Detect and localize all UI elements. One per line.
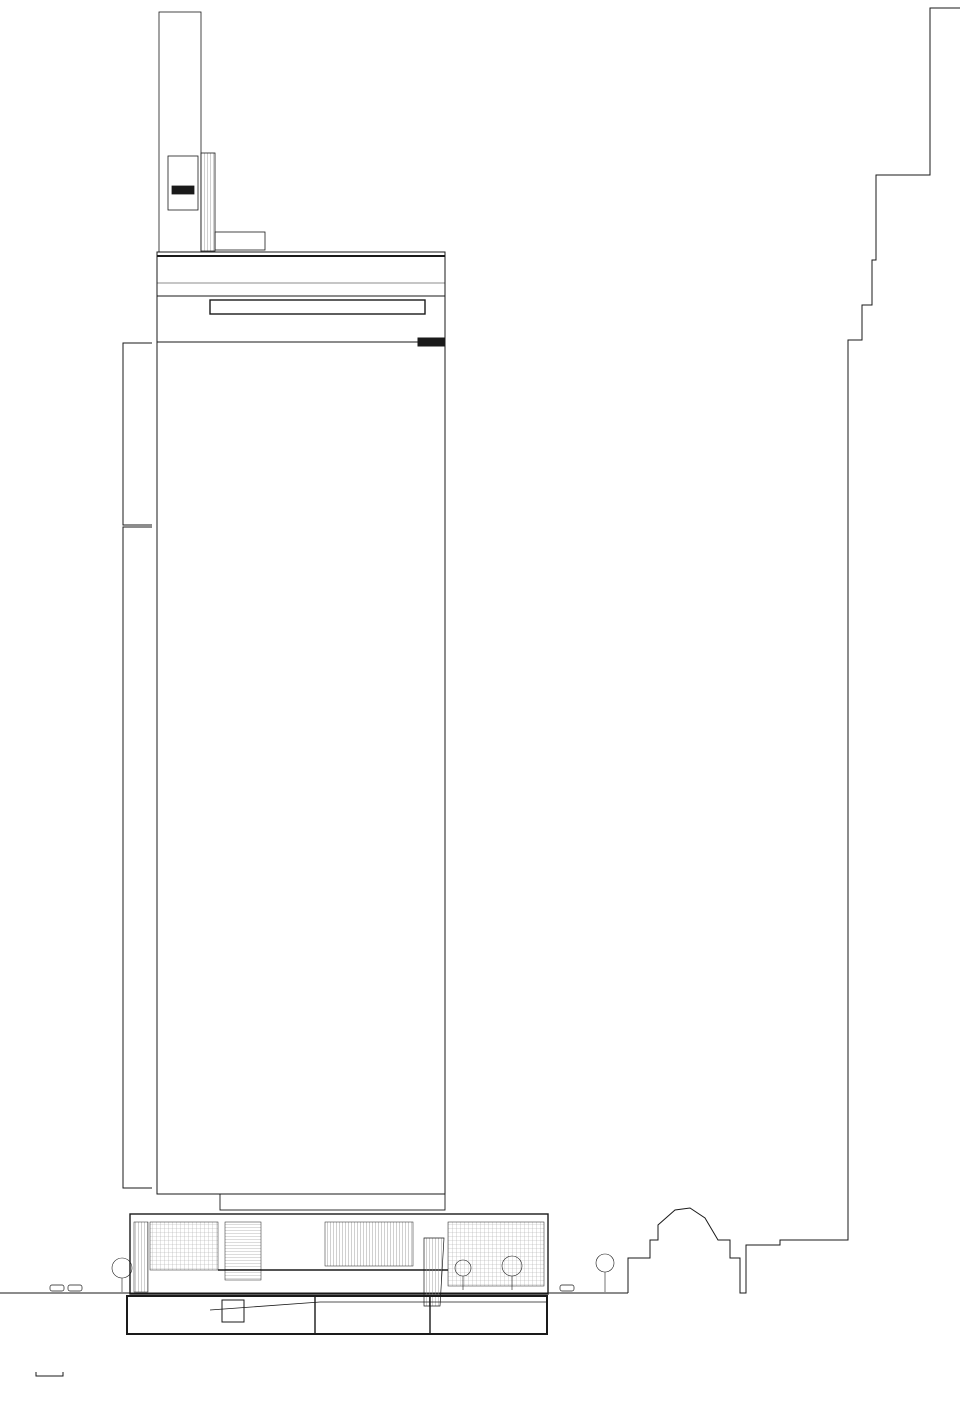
basement xyxy=(127,1296,547,1334)
zone-brackets xyxy=(123,343,152,1188)
scale-bar xyxy=(36,1372,63,1376)
tower-shaft xyxy=(157,296,445,1194)
tower-mast xyxy=(159,12,265,252)
neighbour-building-outline xyxy=(628,8,960,1293)
podium xyxy=(130,1194,548,1306)
roof-levels xyxy=(157,252,445,346)
